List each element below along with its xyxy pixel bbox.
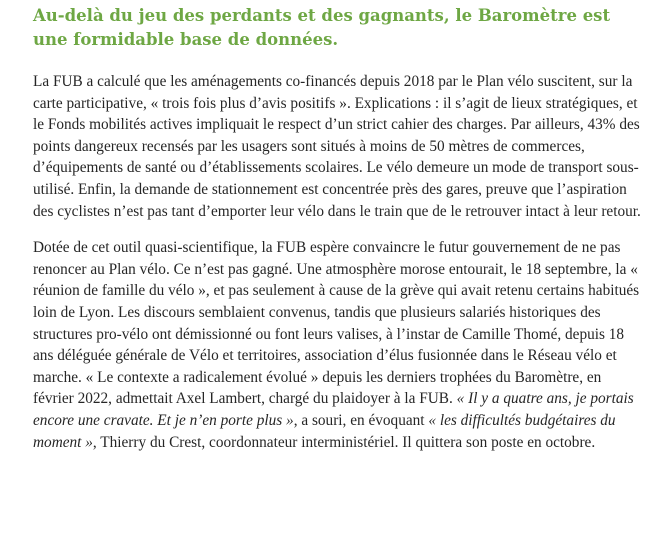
paragraph-text: , a souri, en évoquant (293, 411, 429, 429)
paragraph-text: Dotée de cet outil quasi-scientifique, la FUB espère convaincre le futur gouvernement de ne pas renoncer au Plan vélo. Ce n’est pas gagné. Une atmosphère morose entourait, le 18 septembre, la « réunion de famille du vélo », et pas seulement à cause de la grève qui avait retenu certains habitués loin de Lyon. Les discours semblaient convenus, tandis que plusieurs salariés historiques des structures pro-vélo ont démissionné ou font leurs valises, à l’instar de Camille Thomé, depuis 18 ans déléguée générale de Vélo et territoires, association d’élus fusionnée dans le Réseau vélo et marche. « Le contexte a radicalement évolué » depuis les derniers trophées du Baromètre, en février 2022, admettait Axel Lambert, chargé du plaidoyer à la FUB. (33, 239, 640, 408)
article-paragraph: La FUB a calculé que les aménagements co-financés depuis 2018 par le Plan vélo suscitent, sur la carte participative, « trois fois plus d’avis positifs ». Explications : il s’agit de lieux stratégiques, et le Fonds mobilités actives impliquait le respect d’un strict cahier des charges. Par ailleurs, 43% des points dangereux recensés par les usagers sont situés à moins de 50 mètres de commerces, d’équipements de santé ou d’établissements scolaires. Le vélo demeure un mode de transport sous-utilisé. Enfin, la demande de stationnement est concentrée près des gares, preuve que l’aspiration des cyclistes n’est pas tant d’emporter leur vélo dans le train que de le retrouver intact à leur retour. (33, 73, 641, 220)
article (33, 0, 645, 453)
paragraph-text: , Thierry du Crest, coordonnateur interministériel. Il quittera son poste en octobre. (92, 433, 596, 451)
article-paragraph (33, 237, 645, 453)
article-subheading: Au-delà du jeu des perdants et des gagnants, le Baromètre est une formidable base de données. (33, 6, 611, 49)
quote-text: « les difficultés budgétaires du moment » (33, 411, 616, 451)
quote-text: « Il y a quatre ans, je portais encore une cravate. Et je n’en porte plus » (33, 390, 634, 429)
